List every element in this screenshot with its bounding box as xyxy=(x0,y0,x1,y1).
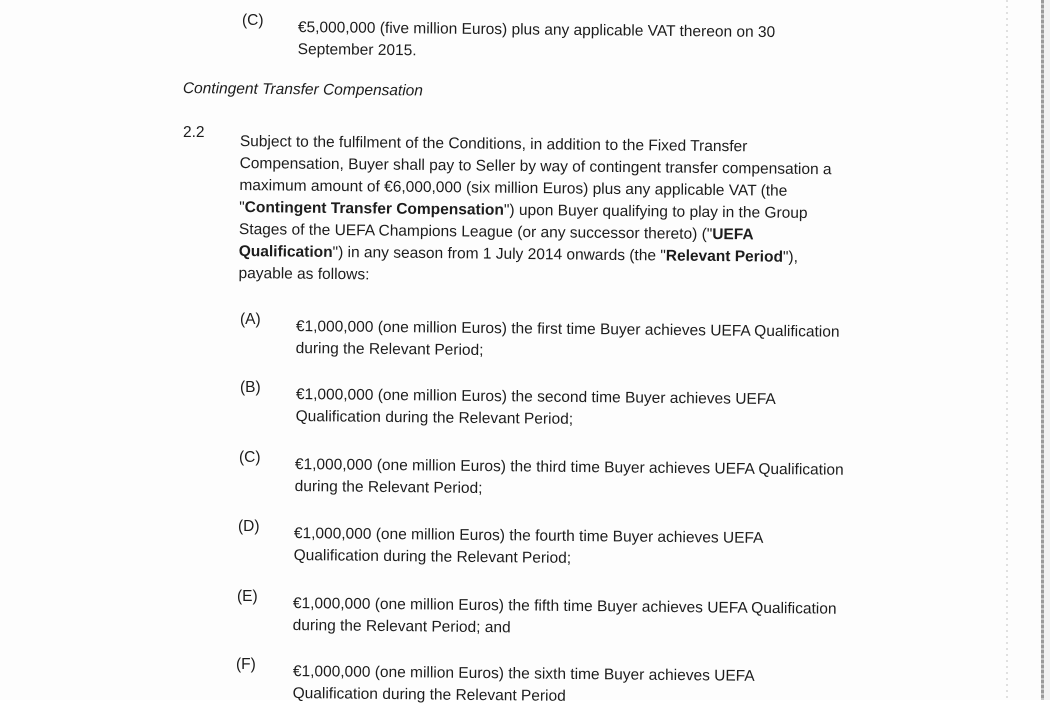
clause-text: ") upon Buyer qualifying to play in the Group xyxy=(503,201,808,222)
sub-item-line: Qualification during the Relevant Period; xyxy=(295,407,574,428)
sub-item-text xyxy=(293,661,755,710)
sub-item-text xyxy=(293,593,837,643)
scan-edge-noise xyxy=(1006,0,1008,700)
page-edge-shade xyxy=(1044,0,1050,700)
sub-item-line: €1,000,000 (one million Euros) the fourth time Buyer achieves UEFA xyxy=(293,524,764,547)
sub-item-line: €1,000,000 (one million Euros) the third time Buyer achieves UEFA Qualification xyxy=(294,455,844,479)
clause-text: "), xyxy=(782,248,799,266)
clause-line: Subject to the fulfilment of the Conditions, in addition to the Fixed Transfer xyxy=(239,132,748,156)
sub-item-line: during the Relevant Period; and xyxy=(292,616,511,637)
sub-item-label: (A) xyxy=(240,311,261,328)
sub-item-label: (C) xyxy=(239,449,261,466)
prior-item-line: €5,000,000 (five million Euros) plus any applicable VAT thereon on 30 xyxy=(297,18,776,41)
sub-item-line: Qualification during the Relevant Period xyxy=(292,684,566,705)
clause-number: 2.2 xyxy=(183,124,205,141)
quote-open: " xyxy=(239,198,245,217)
sub-item-line: €1,000,000 (one million Euros) the fifth time Buyer achieves UEFA Qualification xyxy=(292,594,837,618)
clause-line: maximum amount of €6,000,000 (six million Euros) plus any applicable VAT (the xyxy=(239,176,788,200)
clause-body xyxy=(238,131,831,291)
sub-item-line: Qualification during the Relevant Period; xyxy=(293,546,572,567)
sub-item-text xyxy=(296,384,776,433)
sub-item-line: during the Relevant Period; xyxy=(295,339,484,359)
prior-item-label: (C) xyxy=(242,12,264,29)
sub-item-label: (D) xyxy=(238,518,260,535)
sub-item-line: €1,000,000 (one million Euros) the second time Buyer achieves UEFA xyxy=(295,385,776,409)
defined-term-qualification: Qualification xyxy=(238,242,333,261)
prior-item-text xyxy=(298,17,776,66)
sub-item-text xyxy=(296,316,840,366)
defined-term-relevant-period: Relevant Period xyxy=(665,247,784,266)
sub-item-label: (B) xyxy=(240,379,261,396)
clause-line: Compensation, Buyer shall pay to Seller by way of contingent transfer compensation a xyxy=(239,154,832,179)
defined-term-uefa: UEFA xyxy=(712,225,754,244)
clause-line: payable as follows: xyxy=(238,264,370,284)
defined-term-contingent-transfer-compensation: Contingent Transfer Compensation xyxy=(244,199,505,219)
sub-item-line: €1,000,000 (one million Euros) the first time Buyer achieves UEFA Qualification xyxy=(295,317,840,341)
sub-item-label: (F) xyxy=(236,656,256,673)
clause-text: ") in any season from 1 July 2014 onwards (the " xyxy=(332,243,666,265)
section-heading: Contingent Transfer Compensation xyxy=(182,79,424,100)
clause-text: Stages of the UEFA Champions League (or any successor thereto) (" xyxy=(238,220,713,243)
prior-item-line: September 2015. xyxy=(297,40,417,60)
sub-item-text xyxy=(294,523,764,572)
sub-item-label: (E) xyxy=(237,588,258,605)
sub-item-line: €1,000,000 (one million Euros) the sixth time Buyer achieves UEFA xyxy=(292,662,755,685)
sub-item-line: during the Relevant Period; xyxy=(294,477,483,497)
sub-item-text xyxy=(295,454,844,504)
